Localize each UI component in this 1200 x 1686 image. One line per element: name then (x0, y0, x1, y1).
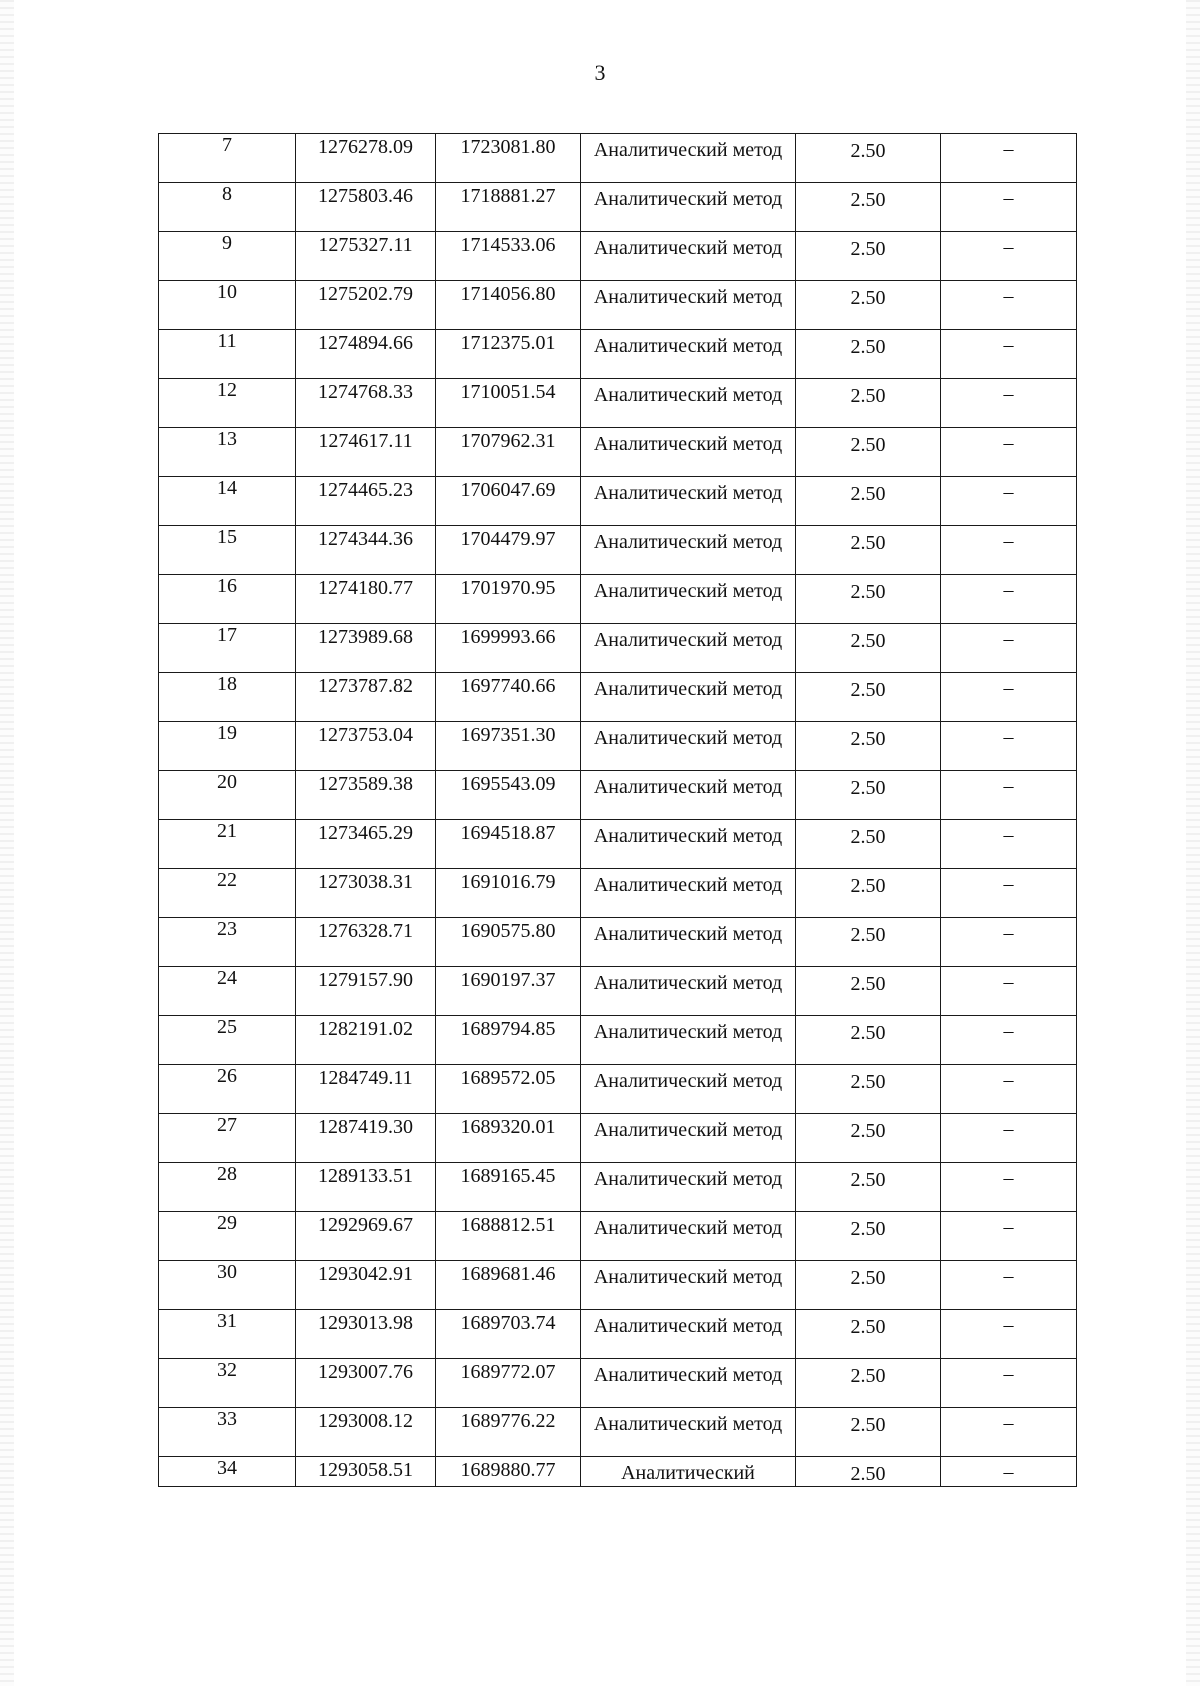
x-coordinate-cell: 1274768.33 (296, 379, 436, 428)
accuracy-cell: 2.50 (796, 1212, 941, 1261)
x-coordinate-cell: 1273038.31 (296, 869, 436, 918)
table-row (159, 379, 1077, 428)
point-number-cell: 7 (159, 134, 296, 183)
page-number: 3 (594, 60, 606, 85)
y-coordinate-cell: 1704479.97 (436, 526, 581, 575)
table-row (159, 526, 1077, 575)
extra-cell: – (941, 1359, 1077, 1408)
point-number-cell: 30 (159, 1261, 296, 1310)
extra-cell: – (941, 771, 1077, 820)
x-coordinate-cell: 1275202.79 (296, 281, 436, 330)
point-number-cell: 18 (159, 673, 296, 722)
method-cell: Аналитический метод (581, 869, 796, 918)
point-number-cell: 26 (159, 1065, 296, 1114)
extra-cell: – (941, 967, 1077, 1016)
method-cell: Аналитический метод (581, 1212, 796, 1261)
method-cell: Аналитический метод (581, 967, 796, 1016)
extra-cell: – (941, 281, 1077, 330)
y-coordinate-cell: 1689794.85 (436, 1016, 581, 1065)
point-number-cell: 31 (159, 1310, 296, 1359)
point-number-cell: 20 (159, 771, 296, 820)
point-number-cell: 33 (159, 1408, 296, 1457)
point-number-cell: 21 (159, 820, 296, 869)
x-coordinate-cell: 1276278.09 (296, 134, 436, 183)
x-coordinate-cell: 1287419.30 (296, 1114, 436, 1163)
point-number-cell: 15 (159, 526, 296, 575)
method-cell: Аналитический (581, 1457, 796, 1487)
method-cell: Аналитический метод (581, 624, 796, 673)
extra-cell: – (941, 722, 1077, 771)
point-number-cell: 13 (159, 428, 296, 477)
method-cell: Аналитический метод (581, 183, 796, 232)
method-cell: Аналитический метод (581, 1359, 796, 1408)
y-coordinate-cell: 1706047.69 (436, 477, 581, 526)
accuracy-cell: 2.50 (796, 379, 941, 428)
y-coordinate-cell: 1712375.01 (436, 330, 581, 379)
extra-cell: – (941, 1310, 1077, 1359)
point-number-cell: 14 (159, 477, 296, 526)
table-row (159, 183, 1077, 232)
table-row (159, 1016, 1077, 1065)
x-coordinate-cell: 1284749.11 (296, 1065, 436, 1114)
table-row (159, 428, 1077, 477)
table-row (159, 820, 1077, 869)
extra-cell: – (941, 183, 1077, 232)
accuracy-cell: 2.50 (796, 477, 941, 526)
y-coordinate-cell: 1718881.27 (436, 183, 581, 232)
method-cell: Аналитический метод (581, 575, 796, 624)
x-coordinate-cell: 1273589.38 (296, 771, 436, 820)
method-cell: Аналитический метод (581, 820, 796, 869)
accuracy-cell: 2.50 (796, 1457, 941, 1487)
x-coordinate-cell: 1282191.02 (296, 1016, 436, 1065)
point-number-cell: 22 (159, 869, 296, 918)
x-coordinate-cell: 1289133.51 (296, 1163, 436, 1212)
accuracy-cell: 2.50 (796, 771, 941, 820)
point-number-cell: 27 (159, 1114, 296, 1163)
x-coordinate-cell: 1274465.23 (296, 477, 436, 526)
point-number-cell: 28 (159, 1163, 296, 1212)
accuracy-cell: 2.50 (796, 1114, 941, 1163)
y-coordinate-cell: 1689880.77 (436, 1457, 581, 1487)
method-cell: Аналитический метод (581, 771, 796, 820)
y-coordinate-cell: 1723081.80 (436, 134, 581, 183)
point-number-cell: 17 (159, 624, 296, 673)
method-cell: Аналитический метод (581, 722, 796, 771)
table-row (159, 1114, 1077, 1163)
y-coordinate-cell: 1694518.87 (436, 820, 581, 869)
table-row (159, 1310, 1077, 1359)
y-coordinate-cell: 1689572.05 (436, 1065, 581, 1114)
y-coordinate-cell: 1690197.37 (436, 967, 581, 1016)
accuracy-cell: 2.50 (796, 330, 941, 379)
method-cell: Аналитический метод (581, 477, 796, 526)
y-coordinate-cell: 1701970.95 (436, 575, 581, 624)
extra-cell: – (941, 1408, 1077, 1457)
scan-edge-left (0, 0, 14, 1686)
accuracy-cell: 2.50 (796, 1359, 941, 1408)
extra-cell: – (941, 330, 1077, 379)
accuracy-cell: 2.50 (796, 967, 941, 1016)
accuracy-cell: 2.50 (796, 1016, 941, 1065)
accuracy-cell: 2.50 (796, 1261, 941, 1310)
accuracy-cell: 2.50 (796, 232, 941, 281)
extra-cell: – (941, 379, 1077, 428)
method-cell: Аналитический метод (581, 526, 796, 575)
y-coordinate-cell: 1689776.22 (436, 1408, 581, 1457)
method-cell: Аналитический метод (581, 1163, 796, 1212)
y-coordinate-cell: 1689772.07 (436, 1359, 581, 1408)
accuracy-cell: 2.50 (796, 1408, 941, 1457)
x-coordinate-cell: 1293008.12 (296, 1408, 436, 1457)
extra-cell: – (941, 1163, 1077, 1212)
table-row (159, 330, 1077, 379)
point-number-cell: 12 (159, 379, 296, 428)
accuracy-cell: 2.50 (796, 918, 941, 967)
table-row (159, 722, 1077, 771)
table-row (159, 575, 1077, 624)
x-coordinate-cell: 1273465.29 (296, 820, 436, 869)
point-number-cell: 24 (159, 967, 296, 1016)
accuracy-cell: 2.50 (796, 624, 941, 673)
point-number-cell: 25 (159, 1016, 296, 1065)
method-cell: Аналитический метод (581, 281, 796, 330)
point-number-cell: 16 (159, 575, 296, 624)
y-coordinate-cell: 1690575.80 (436, 918, 581, 967)
extra-cell: – (941, 1212, 1077, 1261)
point-number-cell: 34 (159, 1457, 296, 1487)
x-coordinate-cell: 1293007.76 (296, 1359, 436, 1408)
x-coordinate-cell: 1275327.11 (296, 232, 436, 281)
method-cell: Аналитический метод (581, 673, 796, 722)
point-number-cell: 19 (159, 722, 296, 771)
extra-cell: – (941, 477, 1077, 526)
accuracy-cell: 2.50 (796, 673, 941, 722)
extra-cell: – (941, 1016, 1077, 1065)
method-cell: Аналитический метод (581, 330, 796, 379)
table-row (159, 1065, 1077, 1114)
x-coordinate-cell: 1276328.71 (296, 918, 436, 967)
y-coordinate-cell: 1714533.06 (436, 232, 581, 281)
point-number-cell: 9 (159, 232, 296, 281)
extra-cell: – (941, 428, 1077, 477)
table-row (159, 1359, 1077, 1408)
x-coordinate-cell: 1274894.66 (296, 330, 436, 379)
point-number-cell: 11 (159, 330, 296, 379)
table-row (159, 1163, 1077, 1212)
x-coordinate-cell: 1273989.68 (296, 624, 436, 673)
accuracy-cell: 2.50 (796, 575, 941, 624)
x-coordinate-cell: 1293042.91 (296, 1261, 436, 1310)
x-coordinate-cell: 1273753.04 (296, 722, 436, 771)
x-coordinate-cell: 1273787.82 (296, 673, 436, 722)
y-coordinate-cell: 1697740.66 (436, 673, 581, 722)
y-coordinate-cell: 1688812.51 (436, 1212, 581, 1261)
table-body (159, 134, 1077, 1487)
table-row (159, 477, 1077, 526)
point-number-cell: 32 (159, 1359, 296, 1408)
table-row (159, 1261, 1077, 1310)
extra-cell: – (941, 673, 1077, 722)
extra-cell: – (941, 820, 1077, 869)
extra-cell: – (941, 869, 1077, 918)
extra-cell: – (941, 1261, 1077, 1310)
x-coordinate-cell: 1292969.67 (296, 1212, 436, 1261)
accuracy-cell: 2.50 (796, 1065, 941, 1114)
x-coordinate-cell: 1275803.46 (296, 183, 436, 232)
method-cell: Аналитический метод (581, 379, 796, 428)
table-row (159, 1457, 1077, 1487)
point-number-cell: 29 (159, 1212, 296, 1261)
accuracy-cell: 2.50 (796, 1163, 941, 1212)
y-coordinate-cell: 1710051.54 (436, 379, 581, 428)
table-row (159, 771, 1077, 820)
y-coordinate-cell: 1695543.09 (436, 771, 581, 820)
accuracy-cell: 2.50 (796, 134, 941, 183)
method-cell: Аналитический метод (581, 134, 796, 183)
accuracy-cell: 2.50 (796, 281, 941, 330)
accuracy-cell: 2.50 (796, 869, 941, 918)
extra-cell: – (941, 526, 1077, 575)
y-coordinate-cell: 1689320.01 (436, 1114, 581, 1163)
table-row (159, 1212, 1077, 1261)
table-row (159, 281, 1077, 330)
extra-cell: – (941, 1114, 1077, 1163)
table-row (159, 134, 1077, 183)
table-row (159, 967, 1077, 1016)
accuracy-cell: 2.50 (796, 526, 941, 575)
method-cell: Аналитический метод (581, 918, 796, 967)
y-coordinate-cell: 1691016.79 (436, 869, 581, 918)
x-coordinate-cell: 1274617.11 (296, 428, 436, 477)
table-row (159, 624, 1077, 673)
point-number-cell: 8 (159, 183, 296, 232)
y-coordinate-cell: 1689703.74 (436, 1310, 581, 1359)
x-coordinate-cell: 1274180.77 (296, 575, 436, 624)
y-coordinate-cell: 1689165.45 (436, 1163, 581, 1212)
y-coordinate-cell: 1689681.46 (436, 1261, 581, 1310)
accuracy-cell: 2.50 (796, 428, 941, 477)
extra-cell: – (941, 918, 1077, 967)
point-number-cell: 10 (159, 281, 296, 330)
method-cell: Аналитический метод (581, 1016, 796, 1065)
extra-cell: – (941, 575, 1077, 624)
table-row (159, 673, 1077, 722)
table-row (159, 1408, 1077, 1457)
x-coordinate-cell: 1293058.51 (296, 1457, 436, 1487)
extra-cell: – (941, 1065, 1077, 1114)
x-coordinate-cell: 1293013.98 (296, 1310, 436, 1359)
accuracy-cell: 2.50 (796, 722, 941, 771)
extra-cell: – (941, 134, 1077, 183)
table-row (159, 869, 1077, 918)
y-coordinate-cell: 1699993.66 (436, 624, 581, 673)
accuracy-cell: 2.50 (796, 183, 941, 232)
method-cell: Аналитический метод (581, 428, 796, 477)
table-row (159, 232, 1077, 281)
coordinates-table (158, 133, 1077, 1487)
y-coordinate-cell: 1707962.31 (436, 428, 581, 477)
x-coordinate-cell: 1274344.36 (296, 526, 436, 575)
method-cell: Аналитический метод (581, 1310, 796, 1359)
y-coordinate-cell: 1697351.30 (436, 722, 581, 771)
point-number-cell: 23 (159, 918, 296, 967)
y-coordinate-cell: 1714056.80 (436, 281, 581, 330)
method-cell: Аналитический метод (581, 1408, 796, 1457)
extra-cell: – (941, 232, 1077, 281)
accuracy-cell: 2.50 (796, 820, 941, 869)
x-coordinate-cell: 1279157.90 (296, 967, 436, 1016)
extra-cell: – (941, 624, 1077, 673)
method-cell: Аналитический метод (581, 1065, 796, 1114)
table-row (159, 918, 1077, 967)
scan-edge-right (1186, 0, 1200, 1686)
method-cell: Аналитический метод (581, 232, 796, 281)
method-cell: Аналитический метод (581, 1261, 796, 1310)
extra-cell: – (941, 1457, 1077, 1487)
method-cell: Аналитический метод (581, 1114, 796, 1163)
accuracy-cell: 2.50 (796, 1310, 941, 1359)
